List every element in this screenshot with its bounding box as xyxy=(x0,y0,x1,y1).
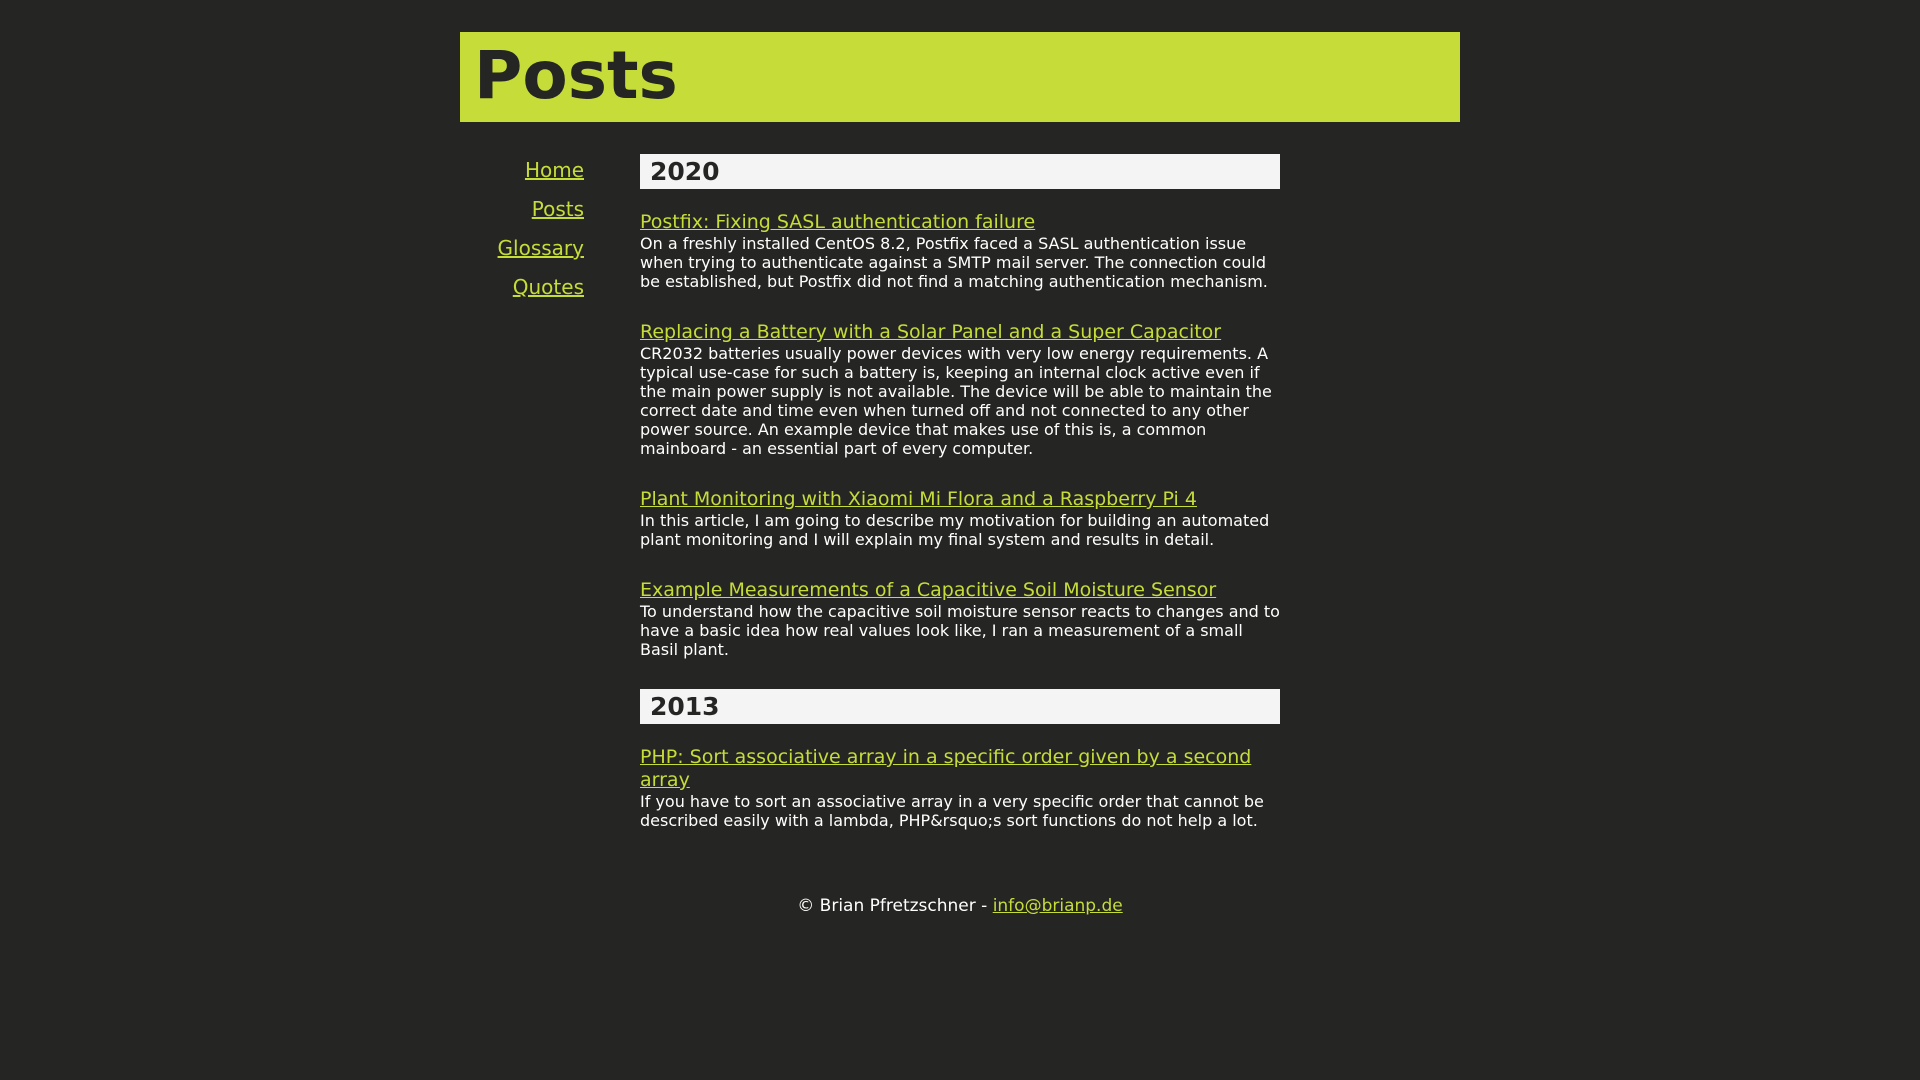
post-summary: On a freshly installed CentOS 8.2, Postfix faced a SASL authentication issue when trying to authenticate against a SMTP mail server. The connection could be established, but Postfix did not find a matching authentication mechanism. xyxy=(640,234,1268,291)
page-title: Posts xyxy=(474,37,678,114)
footer-email-link[interactable]: info@brianp.de xyxy=(992,896,1123,916)
post-item xyxy=(640,211,1280,291)
year-label: 2013 xyxy=(650,692,720,721)
posts-list xyxy=(640,154,1280,830)
post-title-link[interactable]: Replacing a Battery with a Solar Panel and a Super Capacitor xyxy=(640,321,1222,343)
nav-link-glossary[interactable]: Glossary xyxy=(497,236,584,260)
post-title-link[interactable]: Example Measurements of a Capacitive Soil Moisture Sensor xyxy=(640,579,1217,601)
nav-link-home[interactable]: Home xyxy=(524,158,584,182)
post-item xyxy=(640,579,1280,659)
post-item xyxy=(640,746,1280,830)
post-summary: If you have to sort an associative array in a very specific order that cannot be described easily with a lambda, PHP&rsquo;s sort functions do not help a lot. xyxy=(640,792,1264,830)
side-navigation xyxy=(460,151,584,307)
post-item xyxy=(640,321,1280,458)
post-summary: To understand how the capacitive soil moisture sensor reacts to changes and to have a basic idea how real values look like, I ran a measurement of a small Basil plant. xyxy=(640,602,1280,659)
post-summary: In this article, I am going to describe my motivation for building an automated plant monitoring and I will explain my final system and results in detail. xyxy=(640,511,1270,549)
page-header xyxy=(460,32,1460,122)
nav-link-quotes[interactable]: Quotes xyxy=(512,275,584,299)
page-footer xyxy=(460,896,1460,916)
copyright-text: © Brian Pfretzschner - xyxy=(797,896,993,916)
post-title-link[interactable]: PHP: Sort associative array in a specific order given by a second array xyxy=(640,746,1252,791)
post-title-link[interactable]: Plant Monitoring with Xiaomi Mi Flora and a Raspberry Pi 4 xyxy=(640,488,1197,510)
year-heading-2013 xyxy=(640,689,1280,724)
post-title-link[interactable]: Postfix: Fixing SASL authentication failure xyxy=(640,211,1036,233)
year-heading-2020 xyxy=(640,154,1280,189)
post-summary: CR2032 batteries usually power devices with very low energy requirements. A typical use-case for such a battery is, keeping an internal clock active even if the main power supply is not available. The device will be able to maintain the correct date and time even when turned off and not connected to any other power source. An example device that makes use of this is, a common mainboard - an essential part of every computer. xyxy=(640,344,1272,458)
post-item xyxy=(640,488,1280,549)
nav-link-posts[interactable]: Posts xyxy=(531,197,584,221)
year-label: 2020 xyxy=(650,157,720,186)
